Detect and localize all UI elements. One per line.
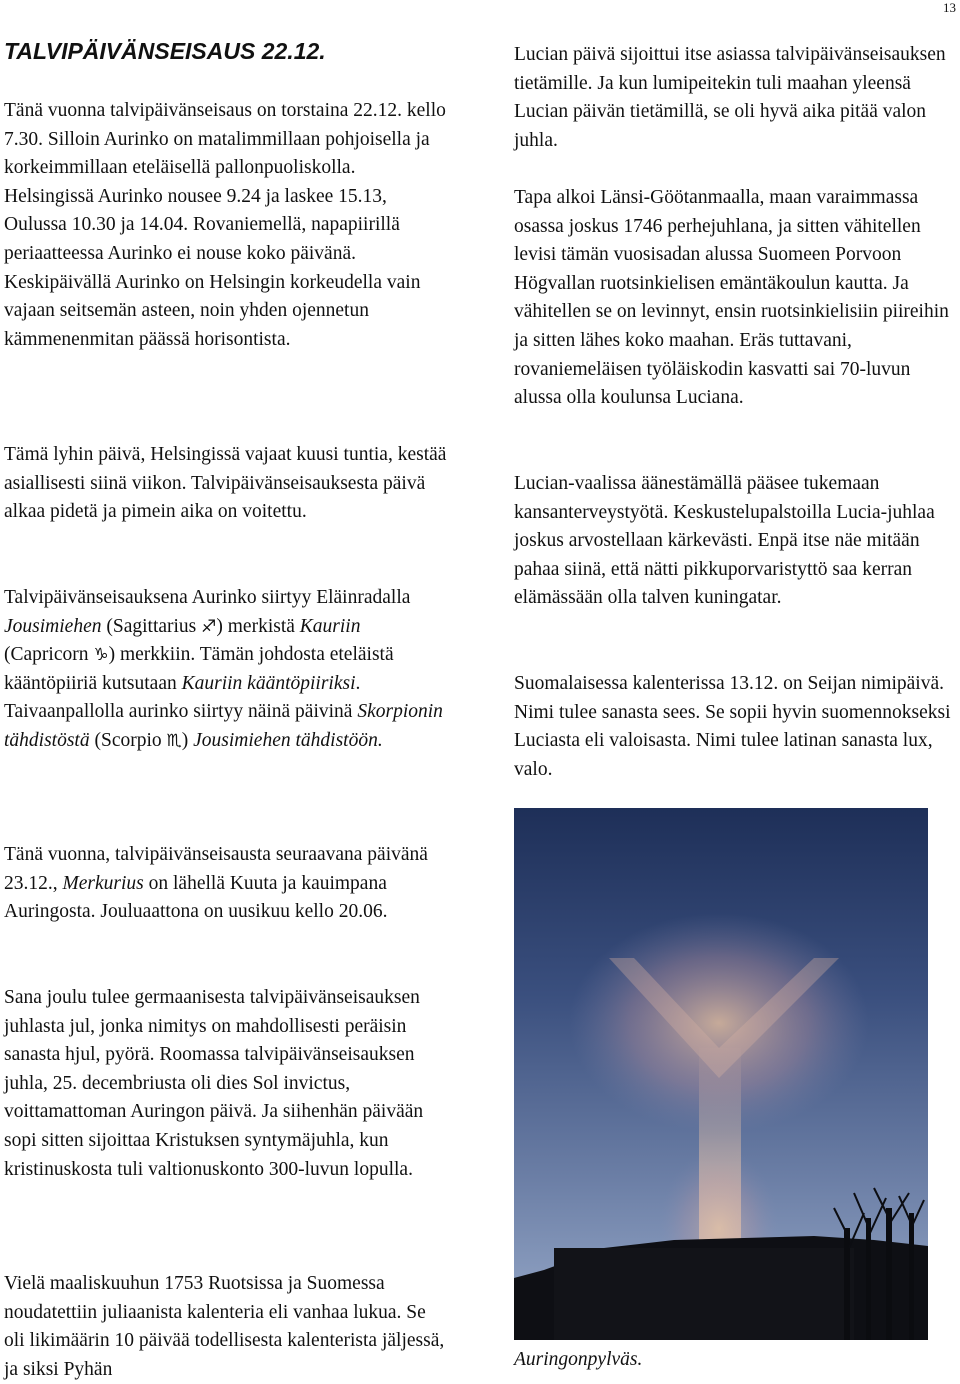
article-title: TALVIPÄIVÄNSEISAUS 22.12. — [4, 38, 326, 64]
paragraph-lucia-day: Lucian päivä sijoittui itse asiassa talvipäivänseisauksen tietämille. Ja kun lumipeitekin tuli maahan yleensä Lucian päivän tietämillä, se oli hyvä aika pitää valon juhla. — [514, 44, 946, 151]
paragraph-solstice-time: Tänä vuonna talvipäivänseisaus on torstaina 22.12. kello 7.30. Silloin Aurinko on matalimmillaan pohjoisella ja korkeimmillaan eteläisellä pallonpuoliskolla. Helsingissä Aurinko nousee 9.24 ja laskee 15.13, Oulussa 10.30 ja 14.04. Rovaniemellä, napapiirillä periaatteessa Aurinko ei nouse koko päivänä. Keskipäivällä Aurinko on Helsingin korkeudella vain vajaan seitsemän asteen, noin yhden ojennetun kämmenenmitan päässä horisontista. — [4, 100, 446, 350]
photo-caption: Auringonpylväs. — [514, 1349, 643, 1370]
paragraph-joulu: Sana joulu tulee germaanisesta talvipäivänseisauksen juhlasta jul, jonka nimitys on mahdollisesti peräisin sanasta hjul, pyörä. Roomassa talvipäivänseisauksen juhla, 25. decembriusta oli dies Sol invictus, voittamattoman Auringon päivä. Ja siihenhän päivään sopi sitten sijoittaa Kristuksen syntymäjuhla, kun kristinuskosta tuli valtionuskonto 300-luvun lopulla. — [4, 987, 424, 1180]
paragraph-name-day: Suomalaisessa kalenterissa 13.12. on Seijan nimipäivä. Nimi tulee sanasta sees. Se sopii hyvin suomennokseksi Luciasta eli valoisasta. Nimi tulee latinan sanasta lux, valo. — [514, 673, 951, 780]
paragraph-lucia-tradition: Tapa alkoi Länsi-Göötanmaalla, maan varaimmassa osassa joskus 1746 perhejuhlana, ja sitten vähitellen levisi tämän vuosisadan alussa Suomeen Porvoon Högvallan ruotsinkielisen emäntäkoulun kautta. Ja vähitellen se on levinnyt, ensin ruotsinkielisiin piireihin ja sitten lähes koko maahan. Eräs tuttavani, rovaniemeläisen työläiskodin kasvatti sai 70-luvun alussa olla koulunsa Luciana. — [514, 187, 949, 409]
sun-pillar-photo — [514, 808, 928, 1340]
paragraph-zodiac: Talvipäivänseisauksena Aurinko siirtyy Eläinradalla Jousimiehen (Sagittarius ♐) merkistä Kauriin (Capricorn ♑) merkkiin. Tämän johdosta eteläistä kääntöpiiriä kutsutaan Kauriin kääntöpiiriksi. Taivaanpallolla aurinko siirtyy näinä päivinä Skorpionin tähdistöstä (Scorpio ♏) Jousimiehen tähdistöön. — [4, 587, 443, 751]
capricorn-icon: ♑ — [93, 645, 109, 666]
paragraph-mercury: Tänä vuonna, talvipäivänseisausta seuraavana päivänä 23.12., Merkurius on lähellä Kuuta ja kauimpana Auringosta. Jouluaattona on uusikuu kello 20.06. — [4, 844, 428, 923]
paragraph-julian-calendar: Vielä maaliskuuhun 1753 Ruotsissa ja Suomessa noudatettiin juliaanista kalenteria eli vanhaa lukua. Se oli likimäärin 10 päivää todellisesta kalenterista jäljessä, ja siksi Pyhän — [4, 1273, 445, 1380]
page-number: 13 — [943, 0, 956, 15]
paragraph-lucia-vote: Lucian-vaalissa äänestämällä pääsee tukemaan kansanterveystyötä. Keskustelupalstoilla Lucia-juhlaa joskus arvostellaan kärkevästi. Enpä itse näe mitään pahaa siinä, että nätti pikkuporvaristyttö saa kerran elämässään olla talven kuningatar. — [514, 473, 935, 609]
sagittarius-icon: ♐ — [201, 616, 217, 637]
paragraph-shortest-day: Tämä lyhin päivä, Helsingissä vajaat kuusi tuntia, kestää asiallisesti siinä viikon. Talvipäivänseisauksesta päivä alkaa pidetä ja pimein aika on voitettu. — [4, 444, 447, 523]
scorpio-icon: ♏ — [166, 730, 182, 751]
